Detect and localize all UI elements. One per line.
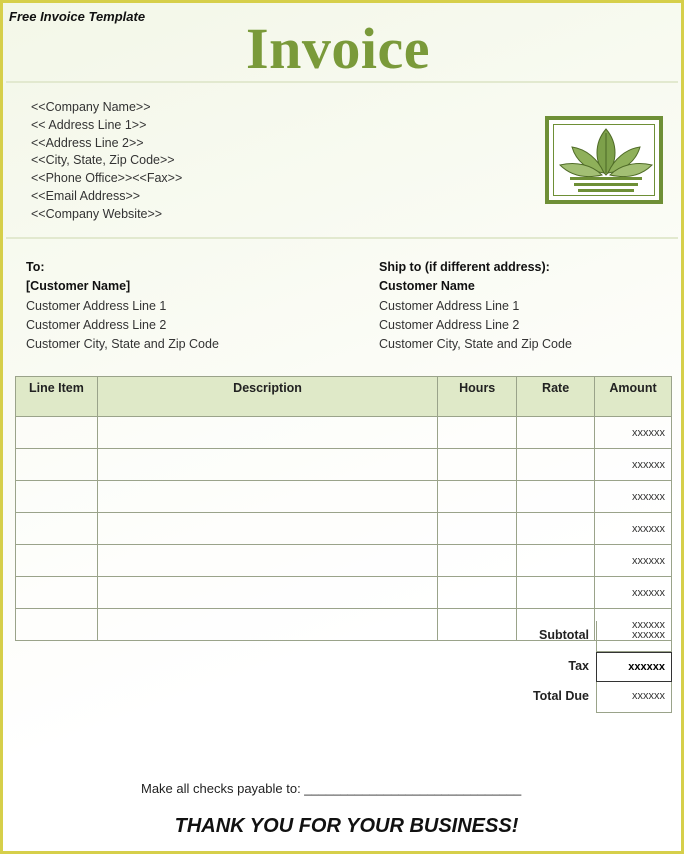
total-due-row	[503, 682, 672, 713]
line-items-table	[15, 376, 672, 641]
total-due-label: Total Due	[532, 689, 589, 703]
company-website: <<Company Website>>	[31, 206, 163, 221]
cell-hours[interactable]	[438, 481, 517, 513]
cell-rate[interactable]	[517, 513, 595, 545]
ship-to-block	[379, 258, 572, 354]
col-header-line-item: Line Item	[16, 377, 98, 417]
col-header-amount: Amount	[595, 377, 672, 417]
subtotal-row	[503, 621, 672, 652]
ship-to-line-2: Customer Address Line 2	[379, 317, 520, 332]
cell-hours[interactable]	[438, 577, 517, 609]
table-row	[16, 545, 672, 577]
bill-to-line-2: Customer Address Line 2	[26, 317, 167, 332]
table-header-row	[16, 377, 672, 417]
totals-block	[503, 621, 672, 713]
table-row	[16, 577, 672, 609]
cell-line-item[interactable]	[16, 577, 98, 609]
cell-description[interactable]	[97, 513, 437, 545]
cell-description[interactable]	[97, 417, 437, 449]
header-divider	[6, 81, 678, 83]
bill-to-line-3: Customer City, State and Zip Code	[26, 337, 219, 352]
company-email: <<Email Address>>	[31, 188, 141, 203]
cell-description[interactable]	[97, 481, 437, 513]
cell-line-item[interactable]	[16, 513, 98, 545]
company-name: <<Company Name>>	[31, 100, 151, 114]
cell-rate[interactable]	[517, 449, 595, 481]
cell-description[interactable]	[97, 577, 437, 609]
cell-hours[interactable]	[438, 545, 517, 577]
subtotal-value[interactable]: xxxxxx	[596, 621, 672, 652]
cell-rate[interactable]	[517, 417, 595, 449]
cell-line-item[interactable]	[16, 449, 98, 481]
company-city-state-zip: <<City, State, Zip Code>>	[31, 153, 175, 168]
bill-to-line-1: Customer Address Line 1	[26, 298, 167, 313]
bill-to-heading: To:	[26, 260, 45, 274]
cell-amount[interactable]: xxxxxx	[595, 449, 672, 481]
tax-value[interactable]: xxxxxx	[596, 652, 672, 683]
leaf-logo-graphic	[554, 125, 658, 199]
cell-hours[interactable]	[438, 449, 517, 481]
cell-amount[interactable]: xxxxxx	[595, 609, 672, 641]
section-divider	[6, 237, 678, 239]
cell-hours[interactable]	[438, 417, 517, 449]
table-row	[16, 481, 672, 513]
template-label: Free Invoice Template	[9, 9, 146, 24]
cell-amount[interactable]: xxxxxx	[595, 417, 672, 449]
invoice-title: Invoice	[246, 16, 430, 81]
cell-line-item[interactable]	[16, 417, 98, 449]
ship-to-name: Customer Name	[379, 279, 475, 294]
thank-you-message: THANK YOU FOR YOUR BUSINESS!	[174, 815, 519, 837]
cell-amount[interactable]: xxxxxx	[595, 481, 672, 513]
company-info	[31, 99, 182, 224]
cell-description[interactable]	[97, 449, 437, 481]
leaf-logo-icon	[545, 116, 663, 204]
cell-line-item[interactable]	[16, 481, 98, 513]
table-row	[16, 449, 672, 481]
ship-to-heading: Ship to (if different address):	[379, 260, 550, 274]
table-row	[16, 417, 672, 449]
cell-rate[interactable]	[517, 577, 595, 609]
subtotal-label: Subtotal	[539, 628, 589, 642]
cell-amount[interactable]: xxxxxx	[595, 545, 672, 577]
cell-amount[interactable]: xxxxxx	[595, 577, 672, 609]
col-header-hours: Hours	[438, 377, 517, 417]
cell-rate[interactable]	[517, 545, 595, 577]
cell-hours[interactable]	[438, 513, 517, 545]
col-header-description: Description	[97, 377, 437, 417]
ship-to-line-3: Customer City, State and Zip Code	[379, 337, 572, 352]
company-address-2: <<Address Line 2>>	[31, 135, 144, 150]
cell-line-item[interactable]	[16, 545, 98, 577]
cell-amount[interactable]: xxxxxx	[595, 513, 672, 545]
cell-description[interactable]	[97, 609, 437, 641]
total-due-value[interactable]: xxxxxx	[596, 682, 672, 713]
cell-line-item[interactable]	[16, 609, 98, 641]
table-row	[16, 513, 672, 545]
bill-to-name: [Customer Name]	[26, 279, 131, 294]
bill-to-block	[26, 258, 219, 354]
tax-row	[503, 652, 672, 683]
cell-rate[interactable]	[517, 481, 595, 513]
col-header-rate: Rate	[517, 377, 595, 417]
payable-to-line: Make all checks payable to: ______________________________	[141, 781, 522, 796]
company-phone-fax: <<Phone Office>><<Fax>>	[31, 171, 183, 186]
tax-label: Tax	[568, 658, 589, 673]
company-address-1: << Address Line 1>>	[31, 117, 147, 132]
ship-to-line-1: Customer Address Line 1	[379, 298, 520, 313]
cell-description[interactable]	[97, 545, 437, 577]
